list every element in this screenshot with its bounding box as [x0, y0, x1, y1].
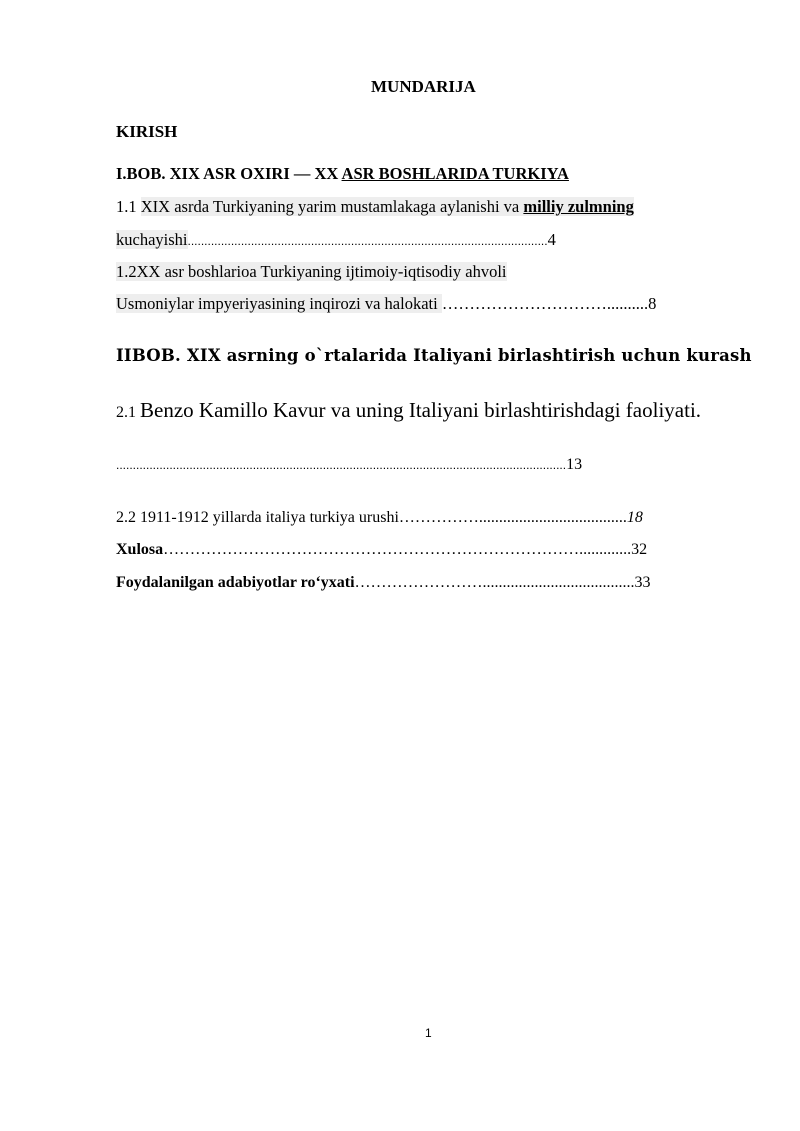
section-2-2-page: 18	[626, 509, 643, 526]
toc-references	[116, 574, 651, 592]
toc-section-2-1	[116, 398, 701, 423]
chapter-1-prefix: I.BOB. XIX ASR OXIRI — XX	[116, 164, 342, 183]
section-1-1-number: 1.1	[116, 197, 141, 216]
toc-section-2-1-leader-line	[116, 456, 582, 474]
section-2-1-page: 13	[566, 456, 583, 473]
toc-section-1-1-cont	[116, 230, 556, 250]
references-page: 33	[634, 574, 651, 591]
toc-section-1-1	[116, 197, 634, 217]
chapter-1-rest: ASR BOSHLARIDA TURKIYA	[341, 164, 569, 183]
section-2-1-text: Benzo Kamillo Kavur va uning Italiyani birlashtirishdagi faoliyati.	[140, 398, 702, 422]
section-2-1-number: 2.1	[116, 404, 140, 421]
toc-section-1-2	[116, 262, 507, 282]
xulosa-label: Xulosa	[116, 541, 164, 558]
section-1-2-leader: …………………………..........	[441, 294, 649, 313]
section-1-1-cont: kuchayishi	[116, 230, 188, 249]
toc-xulosa	[116, 541, 647, 559]
section-1-2-page: 8	[648, 294, 657, 313]
toc-title: MUNDARIJA	[371, 77, 476, 96]
toc-chapter-2: IIBOB. XIX asrning o`rtalarida Italiyani birlashtirish uchun kurash	[116, 346, 752, 365]
references-leader: ……………………......................................	[354, 574, 635, 591]
section-1-1-leader: ............................................................................................................	[187, 234, 548, 248]
page-number: 1	[425, 1026, 432, 1040]
section-2-2-leader: …………….....................................	[398, 509, 627, 526]
xulosa-page: 32	[631, 541, 648, 558]
section-1-1-text: XIX asrda Turkiyaning yarim mustamlakaga aylanishi va	[140, 197, 524, 216]
section-1-1-bold: milliy zulmning	[523, 197, 634, 216]
references-label: Foydalanilgan adabiyotlar ro‘yxati	[116, 574, 355, 591]
toc-section-1-2-cont	[116, 294, 656, 314]
section-1-2-line2: Usmoniylar impyeriyasining inqirozi va halokati	[116, 294, 442, 313]
section-2-2-text: 2.2 1911-1912 yillarda italiya turkiya urushi	[116, 509, 399, 526]
toc-section-2-2	[116, 509, 643, 527]
toc-intro: KIRISH	[116, 122, 178, 141]
section-1-1-page: 4	[547, 230, 556, 249]
xulosa-leader: …………………………………………………………………….............	[163, 541, 632, 558]
section-1-2-line1: 1.2XX asr boshlarioa Turkiyaning ijtimoiy-iqtisodiy ahvoli	[116, 262, 507, 281]
section-2-1-leader: .......................................................................................................................................	[116, 458, 567, 472]
toc-chapter-1	[116, 164, 569, 184]
